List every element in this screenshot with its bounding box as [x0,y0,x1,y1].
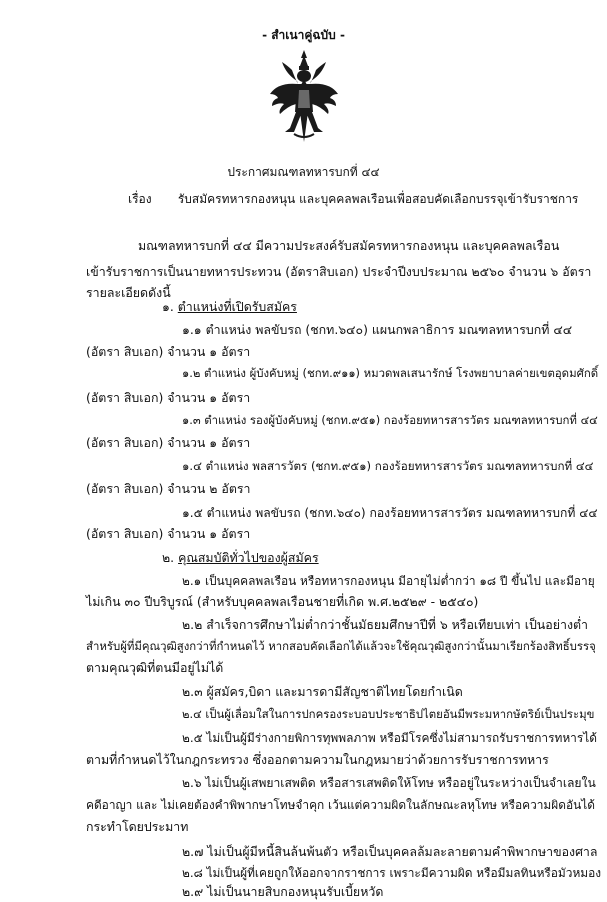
position-item: ๑.๑ ตำแหน่ง พลขับรถ (ชกท.๖๔๐) แผนกพลาธิการ มณฑลทหารบกที่ ๔๔ [182,322,573,337]
qualification-item-cont: กระทำโดยประมาท [86,819,189,834]
qualification-item: ๒.๔ เป็นผู้เลื่อมใสในการปกครองระบอบประชาธิปไตยอันมีพระมหากษัตริย์เป็นประมุข [182,707,595,721]
position-quota: (อัตรา สิบเอก) จำนวน ๑ อัตรา [86,390,251,405]
subject-text: รับสมัครทหารกองหนุน และบุคคลพลเรือนเพื่อสอบคัดเลือกบรรจุเข้ารับราชการ [177,192,579,206]
section-heading [162,549,319,568]
position-quota: (อัตรา สิบเอก) จำนวน ๑ อัตรา [86,526,251,541]
position-item: ๑.๕ ตำแหน่ง พลขับรถ (ชกท.๖๔๐) กองร้อยทหารสารวัตร มณฑลทหารบกที่ ๔๔ [182,506,598,520]
subject-label: เรื่อง [128,192,152,206]
qualification-item: ๒.๑ เป็นบุคคลพลเรือน หรือทหารกองหนุน มีอายุไม่ต่ำกว่า ๑๘ ปี ขึ้นไป และมีอายุ [182,574,595,588]
intro-line: รายละเอียดดังนี้ [86,285,171,300]
intro-line: เข้ารับราชการเป็นนายทหารประทวน (อัตราสิบเอก) ประจำปีงบประมาณ ๒๕๖๐ จำนวน ๖ อัตรา [86,264,592,279]
intro-line: มณฑลทหารบกที่ ๔๔ มีความประสงค์รับสมัครทหารกองหนุน และบุคคลพลเรือน [138,238,560,253]
qualification-item: ๒.๗ ไม่เป็นผู้มีหนี้สินล้นพ้นตัว หรือเป็นบุคคลล้มละลายตามคำพิพากษาของศาล [182,844,598,859]
section-heading [162,298,297,317]
qualification-item: ๒.๙ ไม่เป็นนายสิบกองหนุนรับเบี้ยหวัด [182,884,384,899]
position-item: ๑.๓ ตำแหน่ง รองผู้บังคับหมู่ (ชกท.๙๕๑) กองร้อยทหารสารวัตร มณฑลทหารบกที่ ๔๔ [182,413,598,427]
position-quota: (อัตรา สิบเอก) จำนวน ๒ อัตรา [86,481,251,496]
qualification-item: ๒.๖ ไม่เป็นผู้เสพยาเสพติด หรือสารเสพติดให้โทษ หรืออยู่ในระหว่างเป็นจำเลยใน [182,776,596,790]
qualification-item-cont: ตามคุณวุฒิที่ตนมีอยู่ไม่ได้ [86,660,224,675]
garuda-emblem-icon [268,48,340,146]
qualification-item-cont: ตามที่กำหนดไว้ในกฎกระทรวง ซึ่งออกตามความในกฎหมายว่าด้วยการรับราชการทหาร [86,752,549,767]
qualification-item-cont: สำหรับผู้ที่มีคุณวุฒิสูงกว่าที่กำหนดไว้ หากสอบคัดเลือกได้แล้วจะใช้คุณวุฒิสูงกว่านั้นมาเรียกร้องสิทธิ์บรรจุ [86,639,596,653]
qualification-item: ๒.๒ สำเร็จการศึกษาไม่ต่ำกว่าชั้นมัธยมศึกษาปีที่ ๖ หรือเทียบเท่า เป็นอย่างต่ำ [182,617,588,632]
qualification-item: ๒.๕ ไม่เป็นผู้มีร่างกายพิการทุพพลภาพ หรือมีโรคซึ่งไม่สามารถรับราชการทหารได้ [182,731,597,745]
subject-line [128,190,578,209]
section-title: ตำแหน่งที่เปิดรับสมัคร [177,299,297,314]
section-number: ๑. [162,299,174,314]
qualification-item: ๒.๘ ไม่เป็นผู้ที่เคยถูกให้ออกจากราชการ เพราะมีความผิด หรือมีมลทินหรือมัวหมอง [182,866,602,880]
section-number: ๒. [162,550,175,565]
qualification-item-cont: ไม่เกิน ๓๐ ปีบริบูรณ์ (สำหรับบุคคลพลเรือนชายที่เกิด พ.ศ.๒๕๒๙ - ๒๕๔๐) [86,594,479,609]
position-quota: (อัตรา สิบเอก) จำนวน ๑ อัตรา [86,435,251,450]
qualification-item-cont: คดีอาญา และ ไม่เคยต้องคำพิพากษาโทษจำคุก เว้นแต่ความผิดในลักษณะลหุโทษ หรือความผิดอันได้ [86,798,595,812]
section-title: คุณสมบัติทั่วไปของผู้สมัคร [178,550,319,565]
copy-stamp: - สำเนาคู่ฉบับ - [262,28,345,42]
position-item: ๑.๒ ตำแหน่ง ผู้บังคับหมู่ (ชกท.๙๑๑) หมวดพลเสนารักษ์ โรงพยาบาลค่ายเขตอุดมศักดิ์ [182,366,599,380]
position-item: ๑.๔ ตำแหน่ง พลสารวัตร (ชกท.๙๕๑) กองร้อยทหารสารวัตร มณฑลทหารบกที่ ๔๔ [182,459,594,473]
position-quota: (อัตรา สิบเอก) จำนวน ๑ อัตรา [86,344,251,359]
announcement-title: ประกาศมณฑลทหารบกที่ ๔๔ [227,165,380,179]
qualification-item: ๒.๓ ผู้สมัคร,บิดา และมารดามีสัญชาติไทยโดยกำเนิด [182,684,463,699]
